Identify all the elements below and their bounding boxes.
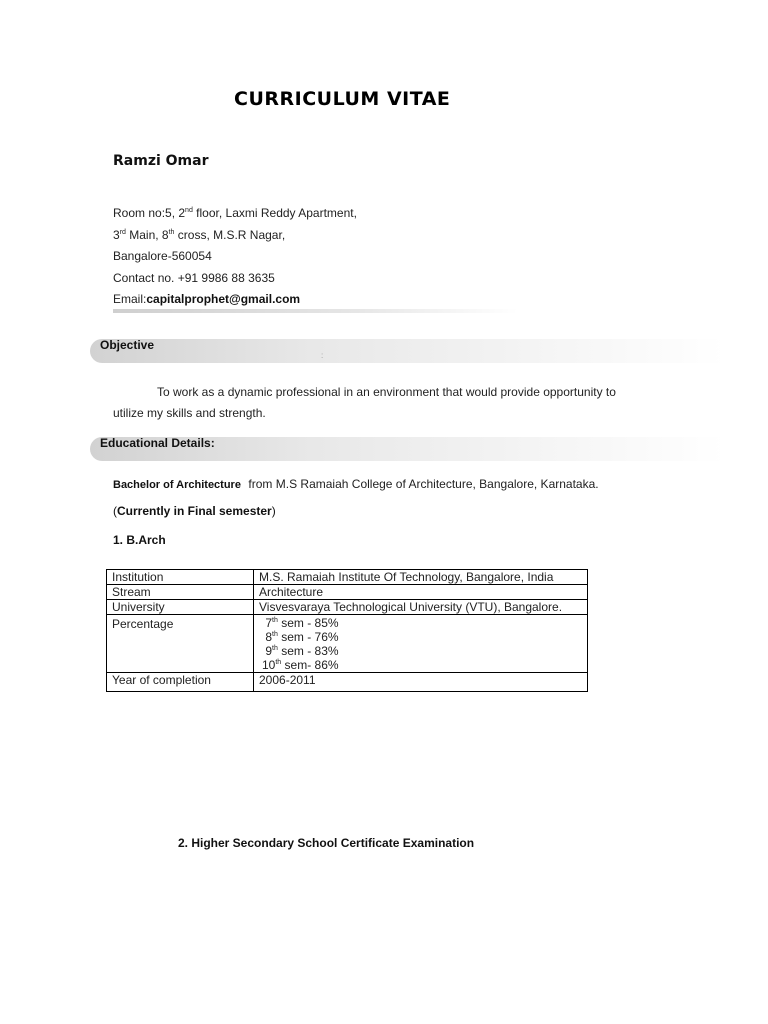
degree-status [113, 504, 276, 518]
address-line-2 [113, 228, 285, 242]
hsc-heading: 2. Higher Secondary School Certificate Examination [178, 836, 475, 850]
ordinal-suffix: th [275, 659, 282, 666]
table-key: Stream [107, 585, 254, 600]
email-label: Email: [113, 292, 147, 306]
table-key: University [107, 600, 254, 615]
semester-score [259, 658, 582, 672]
address-text: Room no:5, 2 [113, 206, 186, 220]
ordinal-suffix: th [272, 631, 278, 638]
paren-close: ) [271, 504, 276, 518]
table-value: M.S. Ramaiah Institute Of Technology, Bangalore, India [254, 570, 588, 585]
degree-college: from M.S Ramaiah College of Architecture, Bangalore, Karnataka. [248, 477, 599, 491]
table-row [107, 585, 588, 600]
address-line-3: Bangalore-560054 [113, 249, 212, 263]
ordinal-suffix: nd [185, 207, 193, 214]
objective-section-band [90, 339, 725, 363]
sem-number: 10 [262, 658, 276, 672]
education-heading: Educational Details: [100, 436, 215, 450]
table-value: Visvesvaraya Technological University (VTU), Bangalore. [254, 600, 588, 615]
degree-name: Bachelor of Architecture [113, 479, 241, 491]
email-line [113, 292, 300, 306]
table-key: Year of completion [107, 673, 254, 692]
contact-number: Contact no. +91 9986 88 3635 [113, 271, 275, 285]
table-value: Architecture [254, 585, 588, 600]
table-row [107, 615, 588, 673]
degree-line [113, 475, 599, 493]
semester-score [259, 644, 582, 658]
table-value-semesters [254, 615, 588, 673]
address-text: floor, Laxmi Reddy Apartment, [192, 206, 357, 220]
table-key: Percentage [107, 615, 254, 673]
table-row [107, 673, 588, 692]
email-address: capitalprophet@gmail.com [146, 292, 301, 306]
sem-number: 7 [262, 616, 273, 630]
address-text: cross, M.S.R Nagar, [174, 228, 286, 242]
address-text: 3 [113, 228, 120, 242]
ordinal-suffix: th [168, 229, 175, 236]
address-line-1 [113, 206, 357, 220]
semester-score [259, 616, 582, 630]
objective-heading: Objective [100, 338, 155, 352]
semester-score [259, 630, 582, 644]
stray-mark: : [321, 351, 324, 360]
address-text: Main, 8 [125, 228, 169, 242]
contact-divider [113, 309, 518, 313]
ordinal-suffix: th [272, 617, 278, 624]
ordinal-suffix: th [272, 645, 278, 652]
objective-text-line-2: utilize my skills and strength. [113, 406, 266, 420]
status-text: Currently in Final semester [117, 504, 272, 518]
paren-open: ( [113, 504, 117, 518]
sem-score: sem- 86% [281, 658, 339, 672]
table-row [107, 600, 588, 615]
candidate-name: Ramzi Omar [113, 153, 209, 169]
sem-score: sem - 85% [277, 616, 339, 630]
objective-text-line-1: To work as a dynamic professional in an environment that would provide opportunity to [157, 385, 616, 399]
barch-heading: 1. B.Arch [113, 533, 166, 547]
sem-number: 9 [262, 644, 273, 658]
ordinal-suffix: rd [119, 229, 126, 236]
barch-details-table [106, 569, 588, 692]
table-value: 2006-2011 [254, 673, 588, 692]
table-row [107, 570, 588, 585]
sem-number: 8 [262, 630, 273, 644]
table-key: Institution [107, 570, 254, 585]
sem-score: sem - 76% [277, 630, 339, 644]
sem-score: sem - 83% [277, 644, 339, 658]
page-title: CURRICULUM VITAE [234, 88, 451, 110]
